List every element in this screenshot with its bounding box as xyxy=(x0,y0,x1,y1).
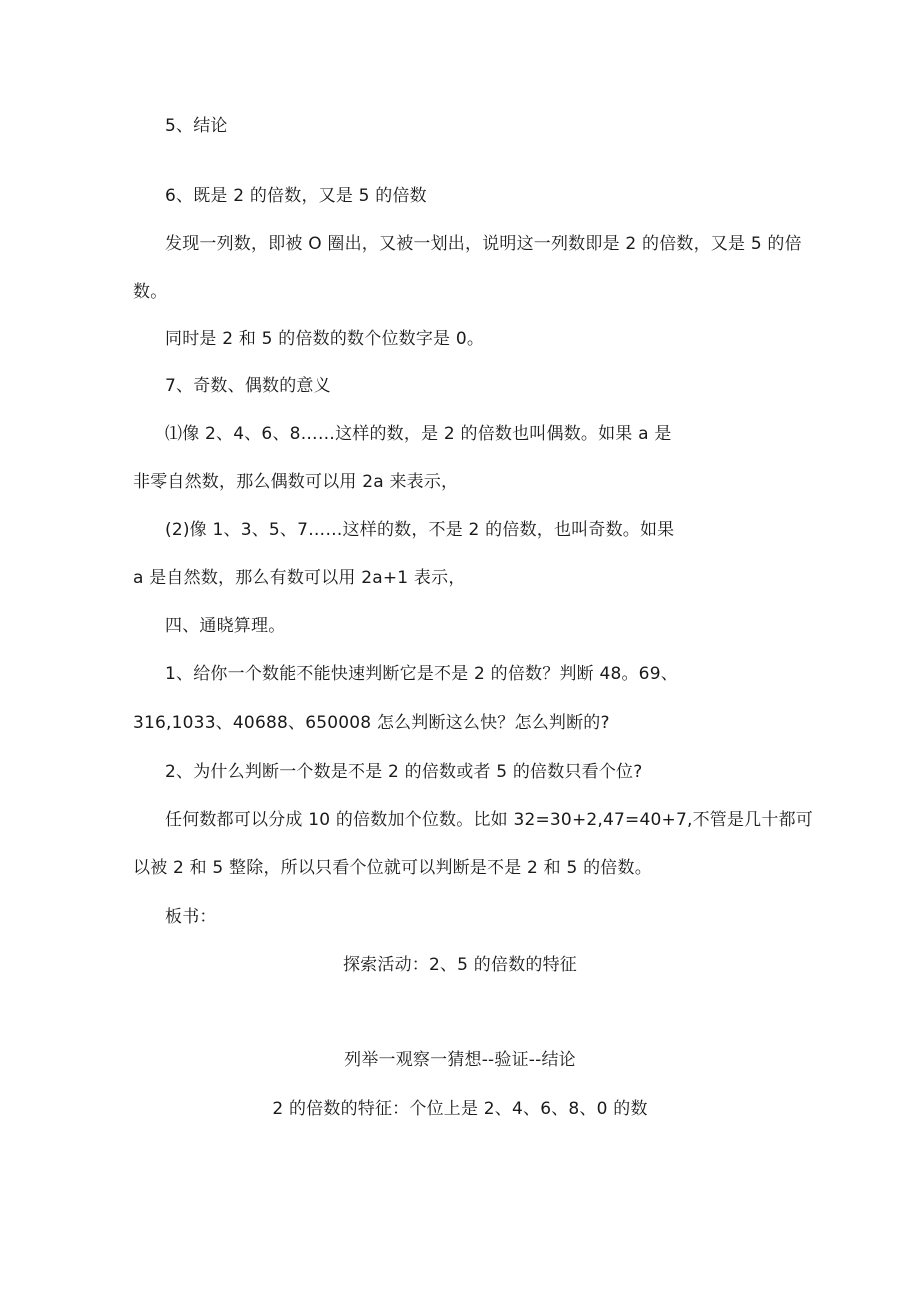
board-label: 板书： xyxy=(165,907,217,927)
paragraph-line: 发现一列数，即被 O 圈出，又被一划出，说明这一列数即是 2 的倍数，又是 5 的倍 xyxy=(165,234,802,254)
paragraph-line: 非零自然数，那么偶数可以用 2a 来表示， xyxy=(133,472,459,492)
paragraph-line: 同时是 2 和 5 的倍数的数个位数字是 0。 xyxy=(165,329,485,349)
paragraph-line: 316,1033、40688、650008 怎么判断这么快？怎么判断的? xyxy=(133,713,610,733)
section-conclusion: 5、结论 xyxy=(165,116,228,136)
section-odd-even: 7、奇数、偶数的意义 xyxy=(165,376,331,396)
section-multiple-of-2-and-5: 6、既是 2 的倍数，又是 5 的倍数 xyxy=(165,186,427,206)
paragraph-line: 任何数都可以分成 10 的倍数加个位数。比如 32=30+2,47=40+7,不管是几十都可 xyxy=(165,810,813,830)
paragraph-line: (2)像 1、3、5、7……这样的数，不是 2 的倍数，也叫奇数。如果 xyxy=(165,520,675,540)
paragraph-line: 2、为什么判断一个数是不是 2 的倍数或者 5 的倍数只看个位? xyxy=(165,762,643,782)
board-process: 列举一观察一猜想--验证--结论 xyxy=(344,1050,576,1070)
board-feature-2: 2 的倍数的特征：个位上是 2、4、6、8、0 的数 xyxy=(272,1099,648,1119)
paragraph-line: 数。 xyxy=(133,282,168,302)
board-title: 探索活动：2、5 的倍数的特征 xyxy=(342,955,578,975)
paragraph-line: 1、给你一个数能不能快速判断它是不是 2 的倍数？判断 48。69、 xyxy=(165,664,678,684)
paragraph-line: ⑴像 2、4、6、8……这样的数，是 2 的倍数也叫偶数。如果 a 是 xyxy=(165,424,672,444)
paragraph-line: 以被 2 和 5 整除，所以只看个位就可以判断是不是 2 和 5 的倍数。 xyxy=(133,858,652,878)
section-heading: 四、通晓算理。 xyxy=(165,616,286,636)
paragraph-line: a 是自然数，那么有数可以用 2a+1 表示， xyxy=(133,568,466,588)
